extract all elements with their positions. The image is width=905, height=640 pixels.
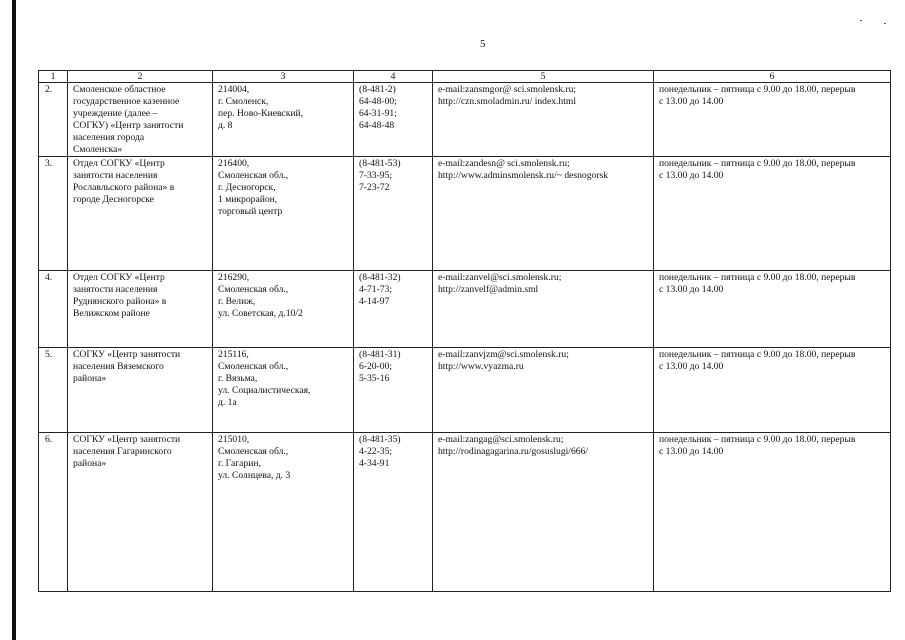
working-hours-line: с 13.00 до 14.00 [659, 446, 724, 457]
postal-address-line: Смоленская обл., [218, 284, 289, 295]
working-hours-line: понедельник – пятница с 9.00 до 18.00, перерыв [659, 84, 856, 95]
phone-numbers-line: (8-481-32) [359, 272, 401, 283]
organization-name-line: СОГКУ «Центр занятости [73, 349, 181, 360]
postal-address-line: 215116, [218, 349, 249, 360]
postal-address-line: 216400, [218, 158, 250, 169]
email-and-website-line: e-mail:zanvjzm@sci.smolensk.ru; [438, 349, 569, 360]
phone-numbers-line: (8-481-35) [359, 434, 401, 445]
postal-address-cell [213, 271, 354, 348]
organization-name-line: городе Десногорске [73, 194, 154, 205]
working-hours-line: понедельник – пятница с 9.00 до 18.00, перерыв [659, 158, 856, 169]
postal-address-line: ул. Советская, д.10/2 [218, 308, 303, 319]
postal-address-line: 216290, [218, 272, 250, 283]
postal-address-line: г. Велиж, [218, 296, 256, 307]
email-and-website-line: e-mail:zandesn@ sci.smolensk.ru; [438, 158, 570, 169]
postal-address-cell [213, 83, 354, 157]
organization-name-line: Смоленское областное [73, 84, 166, 95]
postal-address-line: Смоленская обл., [218, 361, 289, 372]
phone-numbers-line: (8-481-2) [359, 84, 396, 95]
organization-name-line: Рославльского района» в [73, 182, 175, 193]
working-hours-line: с 13.00 до 14.00 [659, 284, 724, 295]
postal-address-line: ул. Солнцева, д. 3 [218, 470, 291, 481]
organization-name-line: учреждение (далее – [73, 108, 158, 119]
phone-numbers-line: 64-48-48 [359, 120, 395, 131]
working-hours-line: понедельник – пятница с 9.00 до 18.00, перерыв [659, 272, 856, 283]
scan-speck [860, 20, 862, 21]
working-hours-cell [654, 348, 891, 433]
email-and-website-line: http://czn.smoladmin.ru/ index.html [438, 96, 577, 107]
phone-numbers-line: (8-481-53) [359, 158, 401, 169]
phone-numbers-line: 4-34-91 [359, 458, 390, 469]
email-and-website-line: e-mail:zanvel@sci.smolensk.ru; [438, 272, 562, 283]
phone-numbers-cell [354, 433, 433, 592]
organization-name-cell [68, 83, 213, 157]
organization-name-line: населения Вяземского [73, 361, 164, 372]
postal-address-line: г. Смоленск, [218, 96, 269, 107]
email-and-website-cell [433, 348, 654, 433]
postal-address-line: г. Вязьма, [218, 373, 258, 384]
scan-speck [884, 23, 886, 24]
column-number: 3 [213, 71, 354, 83]
phone-numbers-line: 4-14-97 [359, 296, 390, 307]
organization-name-line: СОГКУ «Центр занятости [73, 434, 181, 445]
postal-address-cell [213, 157, 354, 271]
row-number: 6. [39, 433, 68, 592]
postal-address-line: г. Десногорск, [218, 182, 276, 193]
binding-edge [12, 0, 16, 640]
phone-numbers-line: 64-31-91; [359, 108, 397, 119]
email-and-website-line: http://rodinagagarina.ru/gosuslugi/666/ [438, 446, 589, 457]
organization-name-line: района» [73, 373, 107, 384]
email-and-website-line: http://www.adminsmolensk.ru/~ desnogorsk [438, 170, 609, 181]
organization-name-line: района» [73, 458, 107, 469]
working-hours-cell [654, 157, 891, 271]
row-number: 5. [39, 348, 68, 433]
working-hours-line: понедельник – пятница с 9.00 до 18.00, перерыв [659, 434, 856, 445]
organization-name-line: Отдел СОГКУ «Центр [73, 272, 165, 283]
postal-address-line: 214004, [218, 84, 250, 95]
email-and-website-line: http://www.vyazma.ru [438, 361, 524, 372]
postal-address-line: Смоленская обл., [218, 446, 289, 457]
row-number: 4. [39, 271, 68, 348]
phone-numbers-line: 7-33-95; [359, 170, 393, 181]
working-hours-cell [654, 433, 891, 592]
page-number: 5 [480, 38, 486, 50]
postal-address-cell [213, 433, 354, 592]
column-number: 2 [68, 71, 213, 83]
organization-name-line: населения Гагаринского [73, 446, 172, 457]
email-and-website-line: http://zanvelf@admin.sml [438, 284, 539, 295]
organization-name-line: занятости населения [73, 284, 158, 295]
column-number: 1 [39, 71, 68, 83]
organization-name-line: СОГКУ) «Центр занятости [73, 120, 184, 131]
phone-numbers-line: 4-71-73; [359, 284, 393, 295]
email-and-website-cell [433, 157, 654, 271]
postal-address-line: пер. Ново-Киевский, [218, 108, 304, 119]
postal-address-line: д. 8 [218, 120, 233, 131]
organization-name-cell [68, 157, 213, 271]
column-number: 5 [433, 71, 654, 83]
phone-numbers-line: 7-23-72 [359, 182, 390, 193]
phone-numbers-line: 5-35-16 [359, 373, 390, 384]
postal-address-line: 215010, [218, 434, 250, 445]
row-number: 2. [39, 83, 68, 157]
phone-numbers-cell [354, 157, 433, 271]
phone-numbers-line: 6-20-00; [359, 361, 393, 372]
working-hours-cell [654, 271, 891, 348]
postal-address-line: Смоленская обл., [218, 170, 289, 181]
phone-numbers-cell [354, 271, 433, 348]
phone-numbers-line: (8-481-31) [359, 349, 401, 360]
phone-numbers-cell [354, 83, 433, 157]
phone-numbers-cell [354, 348, 433, 433]
working-hours-line: с 13.00 до 14.00 [659, 96, 724, 107]
table-row [39, 433, 891, 592]
row-number: 3. [39, 157, 68, 271]
postal-address-line: 1 микрорайон, [218, 194, 278, 205]
postal-address-line: д. 1а [218, 397, 237, 408]
column-number: 4 [354, 71, 433, 83]
postal-address-line: г. Гагарин, [218, 458, 261, 469]
table-row [39, 157, 891, 271]
table-row [39, 83, 891, 157]
email-and-website-cell [433, 83, 654, 157]
table-row [39, 271, 891, 348]
working-hours-line: с 13.00 до 14.00 [659, 361, 724, 372]
working-hours-line: с 13.00 до 14.00 [659, 170, 724, 181]
organization-name-cell [68, 271, 213, 348]
postal-address-line: торговый центр [218, 206, 283, 217]
working-hours-cell [654, 83, 891, 157]
employment-centers-table [38, 70, 891, 592]
phone-numbers-line: 4-22-35; [359, 446, 393, 457]
email-and-website-line: e-mail:zangag@sci.smolensk.ru; [438, 434, 564, 445]
postal-address-line: ул. Социалистическая, [218, 385, 311, 396]
email-and-website-cell [433, 271, 654, 348]
organization-name-line: Велижском районе [73, 308, 150, 319]
postal-address-cell [213, 348, 354, 433]
organization-name-cell [68, 433, 213, 592]
working-hours-line: понедельник – пятница с 9.00 до 18.00, перерыв [659, 349, 856, 360]
table-row [39, 348, 891, 433]
organization-name-line: Смоленска» [73, 144, 123, 155]
email-and-website-cell [433, 433, 654, 592]
column-number-row [39, 71, 891, 83]
table-body [39, 71, 891, 592]
organization-name-cell [68, 348, 213, 433]
email-and-website-line: e-mail:zansmgor@ sci.smolensk.ru; [438, 84, 577, 95]
organization-name-line: населения города [73, 132, 145, 143]
column-number: 6 [654, 71, 891, 83]
organization-name-line: Руднянского района» в [73, 296, 167, 307]
organization-name-line: занятости населения [73, 170, 158, 181]
organization-name-line: государственное казенное [73, 96, 180, 107]
phone-numbers-line: 64-48-00; [359, 96, 397, 107]
organization-name-line: Отдел СОГКУ «Центр [73, 158, 165, 169]
